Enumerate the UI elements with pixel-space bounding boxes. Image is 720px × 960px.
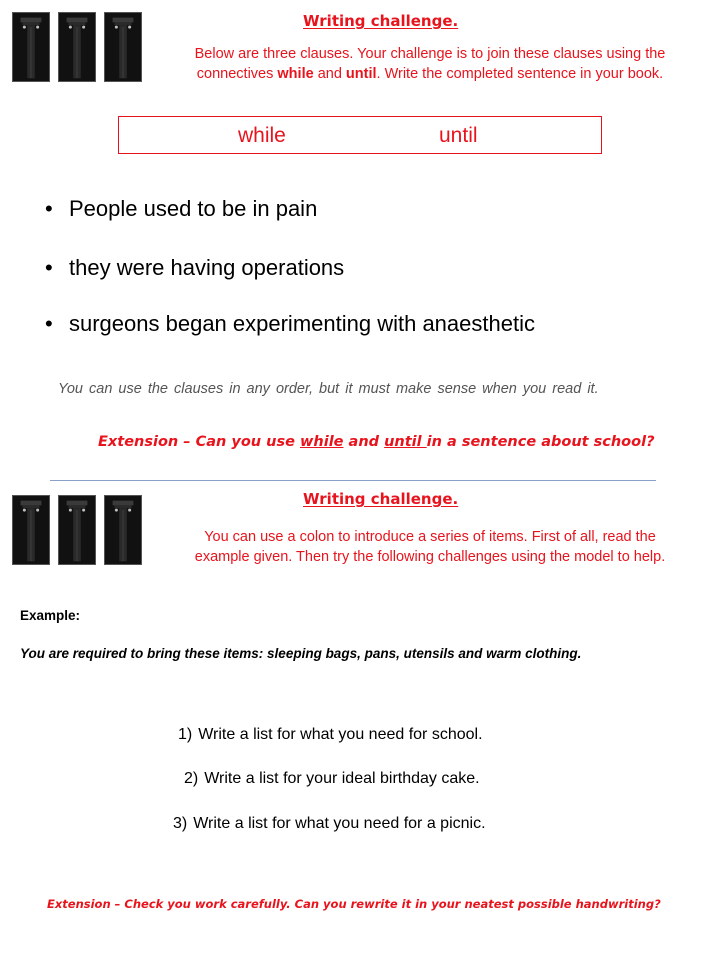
task-number: 3) [173, 815, 188, 832]
extension-text [98, 434, 654, 450]
task-text: Write a list for your ideal birthday cake. [204, 770, 480, 787]
task-text: Write a list for what you need for school. [198, 726, 483, 743]
extension-until: until [384, 434, 427, 450]
intro-line [150, 64, 710, 84]
section-divider [50, 480, 656, 481]
intro-line: You can use a colon to introduce a series of items. First of all, read the [204, 529, 656, 545]
clause-order-note: You can use the clauses in any order, but it must make sense when you read it. [58, 381, 599, 397]
section-intro [150, 527, 710, 567]
intro-text: . Write the completed sentence in your book. [376, 66, 664, 82]
connective-while: while [277, 66, 314, 82]
task-item [178, 726, 483, 744]
pillar-icon [104, 495, 142, 565]
clause-text: People used to be in pain [69, 196, 318, 221]
intro-text: and [313, 66, 346, 82]
extension-part: in a sentence about school? [426, 434, 655, 450]
pillar-icon [58, 495, 96, 565]
extension-part: and [343, 434, 385, 450]
task-item [184, 770, 480, 788]
connective-until: until [345, 66, 377, 82]
bullet: • [45, 311, 53, 336]
pillar-icon [58, 12, 96, 82]
task-text: Write a list for what you need for a picnic. [193, 815, 486, 832]
connective-word: while [238, 124, 286, 147]
pillar-icon [12, 12, 50, 82]
task-item [173, 815, 486, 833]
connectives-box [118, 116, 602, 154]
extension-text: Extension – Check you work carefully. Can you rewrite it in your neatest possible handwriting? [47, 897, 661, 911]
intro-line: Below are three clauses. Your challenge is to join these clauses using the [194, 46, 666, 62]
section-heading: Writing challenge. [303, 490, 459, 508]
clause-text: surgeons began experimenting with anaesthetic [69, 311, 535, 336]
intro-text: connectives [196, 66, 278, 82]
example-label: Example: [20, 608, 81, 623]
pillar-icon [104, 12, 142, 82]
clause-text: they were having operations [69, 255, 345, 280]
bullet: • [45, 196, 53, 221]
pillar-icon [12, 495, 50, 565]
connective-word: until [439, 124, 478, 147]
extension-part: Extension – Can you use [98, 434, 300, 450]
bullet: • [45, 255, 53, 280]
extension-while: while [300, 434, 344, 450]
section-intro [150, 44, 710, 84]
task-number: 1) [178, 726, 193, 743]
section-heading: Writing challenge. [303, 12, 459, 30]
intro-line: example given. Then try the following challenges using the model to help. [194, 549, 666, 565]
example-sentence: You are required to bring these items: sleeping bags, pans, utensils and warm clothing. [20, 646, 582, 661]
task-number: 2) [184, 770, 199, 787]
